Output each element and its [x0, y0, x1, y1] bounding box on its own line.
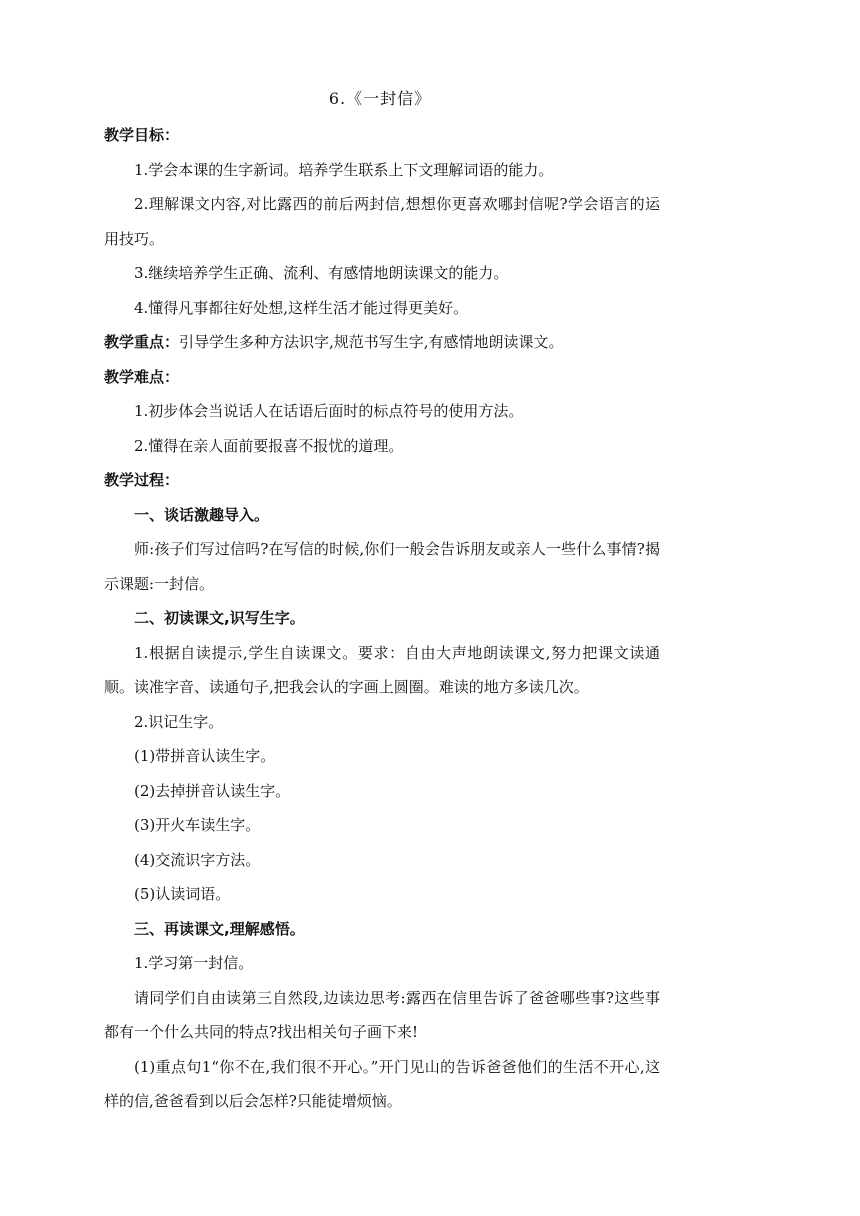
section-paragraph: 请同学们自由读第三自然段,边读边思考:露西在信里告诉了爸爸哪些事?这些事都有一个什么共同的特点?找出相关句子画下来!	[104, 988, 660, 1041]
objective-item: 2.理解课文内容,对比露西的前后两封信,想想你更喜欢哪封信呢?学会语言的运用技巧。	[104, 195, 660, 248]
objective-item: 3.继续培养学生正确、流利、有感情地朗读课文的能力。	[134, 264, 509, 282]
objective-item: 1.学会本课的生字新词。培养学生联系上下文理解词语的能力。	[134, 160, 554, 179]
document-body	[104, 118, 660, 1119]
sub-step: (4)交流识字方法。	[134, 850, 261, 869]
document-title: 6.《一封信》	[328, 89, 432, 108]
process-label: 教学过程：	[104, 471, 180, 489]
section-paragraph: 师:孩子们写过信吗?在写信的时候,你们一般会告诉朋友或亲人一些什么事情?揭示课题:一封信。	[104, 540, 660, 593]
sub-step: (2)去掉拼音认读生字。	[134, 781, 291, 800]
section-paragraph: 1.学习第一封信。	[134, 954, 254, 972]
key-points-label: 教学重点：	[104, 333, 180, 351]
section-heading: 三、再读课文,理解感悟。	[134, 919, 305, 938]
key-points-text: 引导学生多种方法识字,规范书写生字,有感情地朗读课文。	[179, 333, 564, 351]
section-paragraph: 1.根据自读提示,学生自读课文。要求：自由大声地朗读课文,努力把课文读通顺。读准字音、读通句子,把我会认的字画上圆圈。难读的地方多读几次。	[104, 643, 660, 696]
difficulty-item: 1.初步体会当说话人在话语后面时的标点符号的使用方法。	[134, 402, 524, 420]
difficulties-label: 教学难点：	[104, 367, 180, 386]
section-heading: 二、初读课文,识写生字。	[134, 609, 305, 627]
difficulty-item: 2.懂得在亲人面前要报喜不报忧的道理。	[134, 436, 404, 455]
sub-step: (1)带拼音认读生字。	[134, 747, 276, 765]
section-paragraph: 2.识记生字。	[134, 712, 224, 731]
objectives-label: 教学目标：	[104, 126, 180, 144]
section-heading: 一、谈话激趣导入。	[134, 505, 270, 524]
sub-step: (3)开火车读生字。	[134, 816, 261, 834]
key-points-paragraph	[104, 325, 660, 360]
sub-step: (5)认读词语。	[134, 885, 231, 903]
section-paragraph: (1)重点句1“你不在,我们很不开心。”开门见山的告诉爸爸他们的生活不开心,这样的信,爸爸看到以后会怎样?只能徒增烦恼。	[104, 1057, 660, 1110]
objective-item: 4.懂得凡事都往好处想,这样生活才能过得更美好。	[134, 298, 469, 317]
